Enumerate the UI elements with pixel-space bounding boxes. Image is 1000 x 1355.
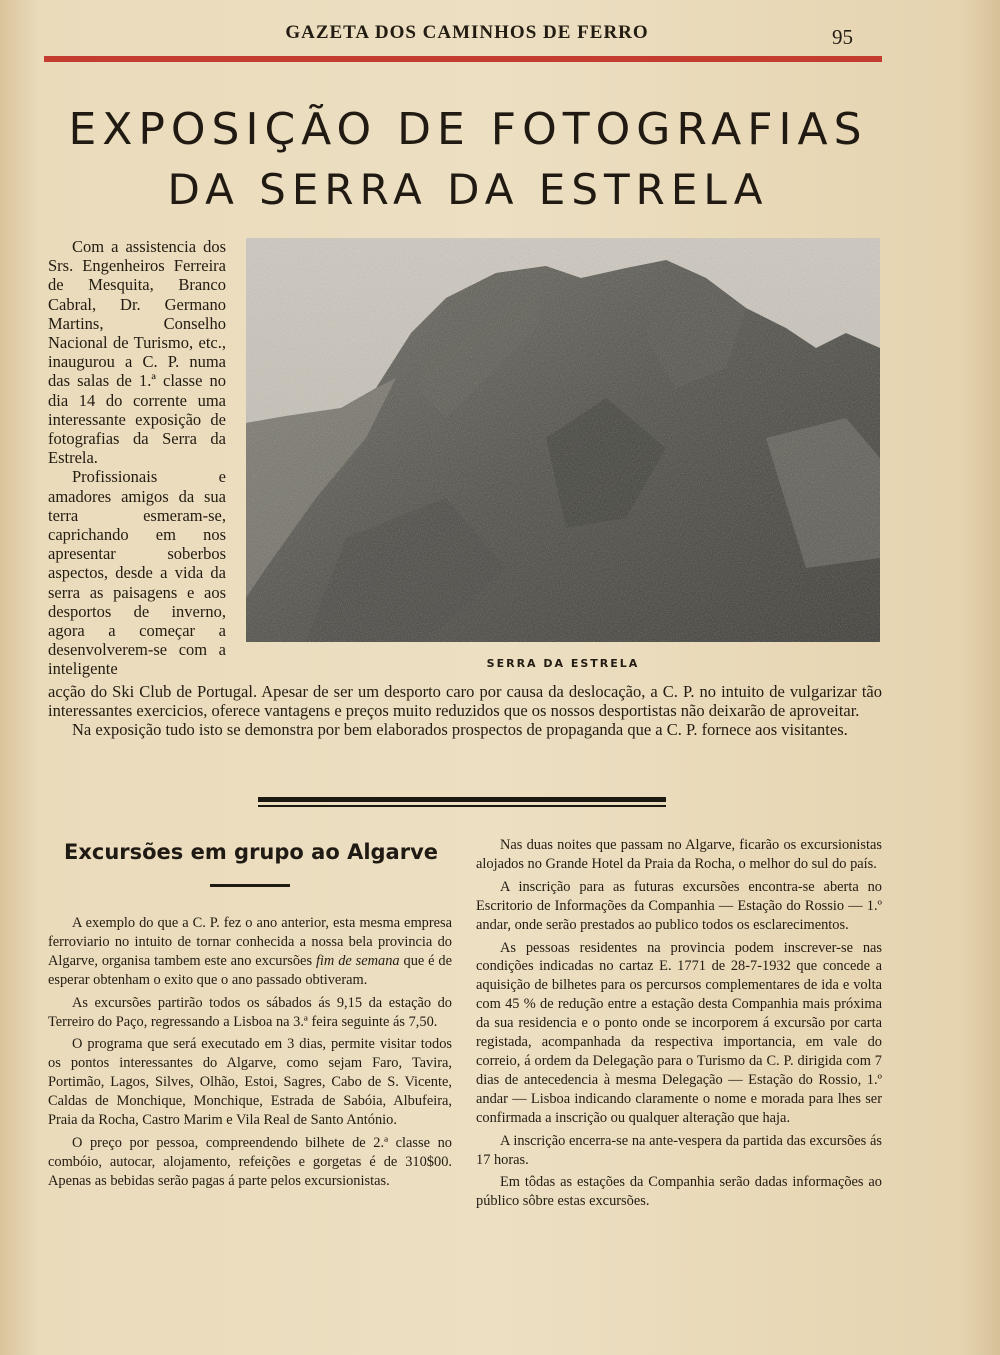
article-title-line-1: EXPOSIÇÃO DE FOTOGRAFIAS (68, 104, 868, 155)
right-column-paragraph-3: As pessoas residentes na provincia podem inscrever-se nas condições indicadas no cartaz E. 1771 de 28-7-1932 que concede a aquisição de bilhetes para os percursos complementares de ida e volta com 45 % de redução entre a estação desta Companhia mais próxima da sua residencia e o ponto onde se incorporem á excursão por carta registada, acompanhada da respectiva importancia, em vale do correio, á ordem da Delegação para o Turismo da C. P. dirigida com 7 dias de antecedencia à mesma Delegação — Estação do Rossio, 1.º andar — Lisboa indicando claramente o nome e morada para lhes ser confirmada a inscrição ou qualquer alteração que haja. (476, 939, 882, 1126)
left-column (48, 914, 452, 1191)
intro-paragraph-3: Na exposição tudo isto se demonstra por bem elaborados prospectos de propaganda que a C. P. fornece aos visitantes. (72, 720, 848, 740)
right-column (476, 836, 882, 1211)
right-column-paragraph-4: A inscrição encerra-se na ante-vespera da partida das excursões ás 17 horas. (476, 1132, 882, 1168)
intro-paragraph-2-continued: acção do Ski Club de Portugal. Apesar de ser um desporto caro por causa da deslocação, a C. P. no intuito de vulgarizar tão interessantes exercicios, oferece vantagens e preços muito reduzidos que os nossos desportistas não deixarão de aproveitar. (48, 682, 882, 721)
page-number: 95 (832, 25, 853, 49)
right-column-paragraph-2: A inscrição para as futuras excursões encontra-se aberta no Escritorio de Informações da Companhia — Estação do Rossio — 1.º andar, onde serão prestados ao publico todos os esclarecimentos. (476, 878, 882, 933)
article-title-line-2: DA SERRA DA ESTRELA (167, 165, 769, 214)
emphasis-fim-de-semana: fim de semana (315, 952, 400, 969)
intro-column (48, 237, 226, 679)
left-column-paragraph-2: As excursões partirão todos os sábados ás 9,15 da estação do Terreiro do Paço, regressando a Lisboa na 3.ª feira seguinte ás 7,50. (48, 994, 452, 1030)
intro-paragraph-1: Com a assistencia dos Srs. Engenheiros Ferreira de Mesquita, Branco Cabral, Dr. Germano Martins, Conselho Nacional de Turismo, etc., inaugurou a C. P. numa das salas de 1.ª classe no dia 14 do corrente uma interessante exposição de fotografias da Serra da Estrela. (48, 237, 226, 468)
section-divider (258, 797, 666, 807)
left-column-paragraph-3: O programa que será executado em 3 dias, permite visitar todos os pontos interessantes do Algarve, como sejam Faro, Tavira, Portimão, Lagos, Silves, Olhão, Estoi, Sagres, Cabo de S. Vicente, Caldas de Monchique, Monchique, Estrada de Sabóia, Albufeira, Praia da Rocha, Castro Marim e Vila Real de Santo António. (48, 1036, 452, 1129)
mountain-photo (246, 238, 880, 642)
publication-header: GAZETA DOS CAMINHOS DE FERRO (285, 22, 649, 43)
section-title: Excursões em grupo ao Algarve (63, 840, 439, 864)
mountain-photo-image (246, 238, 880, 642)
photo-caption: SERRA DA ESTRELA (486, 657, 640, 670)
article-continuation (48, 682, 882, 740)
left-column-paragraph-4: O preço por pessoa, compreendendo bilhete de 2.ª classe no combóio, autocar, alojamento, refeições e gorgetas é de 310$00. Apenas as bebidas serão pagas á parte pelos excursionistas. (48, 1134, 452, 1189)
left-column-paragraph-1: A exemplo do que a C. P. fez o ano anterior, esta mesma empresa ferroviario no intuito de tornar conhecida a nossa bela provincia do Algarve, organisa tambem este ano excursões fim de semana que é de esperar obtenham o exito que o ano passado obtiveram. (48, 915, 452, 988)
header-rule (44, 56, 882, 62)
section-title-rule (210, 884, 290, 887)
right-column-paragraph-5: Em tôdas as estações da Companhia serão dadas informações ao público sôbre estas excursões. (476, 1174, 882, 1210)
right-column-paragraph-1: Nas duas noites que passam no Algarve, ficarão os excursionistas alojados no Grande Hotel da Praia da Rocha, o melhor do sul do país. (476, 837, 882, 872)
intro-paragraph-2: Profissionais e amadores amigos da sua terra esmeram-se, caprichando em nos apresentar soberbos aspectos, desde a vida da serra as paisagens e aos desportos de inverno, agora a começar a desenvolverem-se com a inteligente (48, 467, 226, 679)
